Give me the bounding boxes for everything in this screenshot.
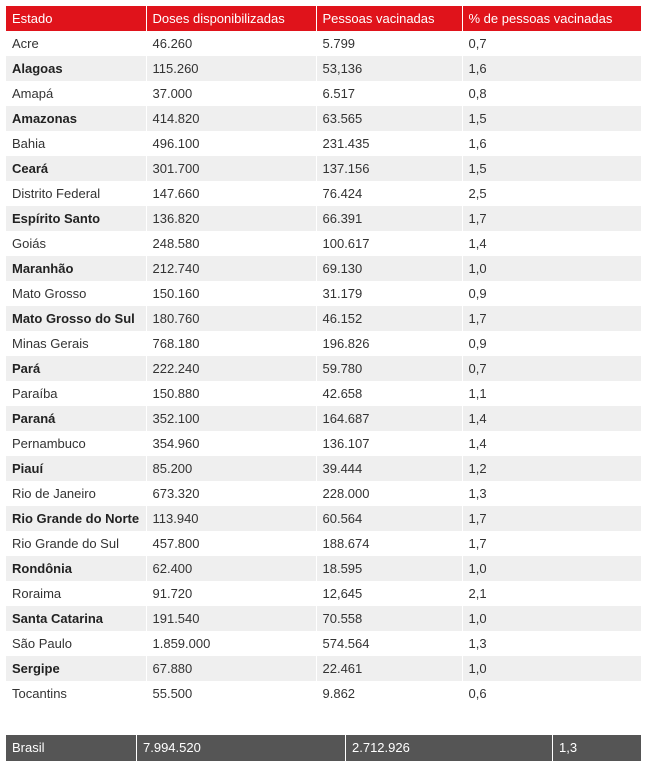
table-row	[6, 256, 641, 281]
vaccination-table	[6, 6, 641, 706]
table-row	[6, 106, 641, 131]
cell-doses: 496.100	[146, 131, 316, 156]
cell-doses: 352.100	[146, 406, 316, 431]
table-row	[6, 81, 641, 106]
cell-doses: 191.540	[146, 606, 316, 631]
cell-doses: 115.260	[146, 56, 316, 81]
cell-doses: 768.180	[146, 331, 316, 356]
cell-vacinadas: 39.444	[316, 456, 462, 481]
total-vacinadas: 2.712.926	[346, 735, 553, 761]
cell-estado: Santa Catarina	[6, 606, 146, 631]
cell-estado: Acre	[6, 31, 146, 56]
cell-vacinadas: 188.674	[316, 531, 462, 556]
cell-estado: Ceará	[6, 156, 146, 181]
table-row	[6, 581, 641, 606]
cell-estado: Rio Grande do Sul	[6, 531, 146, 556]
header-doses: Doses disponibilizadas	[146, 6, 316, 31]
cell-doses: 212.740	[146, 256, 316, 281]
cell-percent: 1,6	[462, 131, 641, 156]
table-row	[6, 506, 641, 531]
cell-vacinadas: 63.565	[316, 106, 462, 131]
cell-vacinadas: 46.152	[316, 306, 462, 331]
cell-doses: 180.760	[146, 306, 316, 331]
cell-vacinadas: 6.517	[316, 81, 462, 106]
cell-doses: 301.700	[146, 156, 316, 181]
cell-vacinadas: 42.658	[316, 381, 462, 406]
cell-vacinadas: 228.000	[316, 481, 462, 506]
cell-estado: Maranhão	[6, 256, 146, 281]
cell-vacinadas: 196.826	[316, 331, 462, 356]
cell-doses: 113.940	[146, 506, 316, 531]
cell-percent: 0,8	[462, 81, 641, 106]
cell-percent: 1,4	[462, 231, 641, 256]
cell-percent: 1,0	[462, 556, 641, 581]
table-row	[6, 331, 641, 356]
cell-vacinadas: 164.687	[316, 406, 462, 431]
cell-doses: 67.880	[146, 656, 316, 681]
table-row	[6, 181, 641, 206]
cell-doses: 457.800	[146, 531, 316, 556]
cell-vacinadas: 70.558	[316, 606, 462, 631]
cell-percent: 1,6	[462, 56, 641, 81]
table-row	[6, 606, 641, 631]
table-row	[6, 556, 641, 581]
cell-vacinadas: 31.179	[316, 281, 462, 306]
table-row	[6, 381, 641, 406]
cell-percent: 2,5	[462, 181, 641, 206]
cell-estado: Minas Gerais	[6, 331, 146, 356]
cell-percent: 0,9	[462, 281, 641, 306]
table-row	[6, 156, 641, 181]
cell-vacinadas: 9.862	[316, 681, 462, 706]
cell-doses: 248.580	[146, 231, 316, 256]
cell-vacinadas: 12,645	[316, 581, 462, 606]
cell-vacinadas: 60.564	[316, 506, 462, 531]
cell-percent: 0,9	[462, 331, 641, 356]
cell-vacinadas: 231.435	[316, 131, 462, 156]
table-row	[6, 456, 641, 481]
table-row	[6, 681, 641, 706]
cell-estado: Mato Grosso do Sul	[6, 306, 146, 331]
table-row	[6, 406, 641, 431]
header-vacinadas: Pessoas vacinadas	[316, 6, 462, 31]
cell-doses: 150.160	[146, 281, 316, 306]
cell-percent: 1,7	[462, 206, 641, 231]
cell-percent: 1,7	[462, 506, 641, 531]
cell-vacinadas: 100.617	[316, 231, 462, 256]
cell-vacinadas: 59.780	[316, 356, 462, 381]
cell-doses: 46.260	[146, 31, 316, 56]
cell-percent: 1,5	[462, 106, 641, 131]
cell-estado: Distrito Federal	[6, 181, 146, 206]
cell-doses: 37.000	[146, 81, 316, 106]
cell-estado: Amazonas	[6, 106, 146, 131]
cell-vacinadas: 137.156	[316, 156, 462, 181]
table-header-row	[6, 6, 641, 31]
cell-estado: Paraíba	[6, 381, 146, 406]
table-row	[6, 131, 641, 156]
cell-estado: Goiás	[6, 231, 146, 256]
cell-estado: Mato Grosso	[6, 281, 146, 306]
cell-doses: 222.240	[146, 356, 316, 381]
cell-estado: Bahia	[6, 131, 146, 156]
cell-vacinadas: 76.424	[316, 181, 462, 206]
cell-doses: 85.200	[146, 456, 316, 481]
cell-doses: 1.859.000	[146, 631, 316, 656]
cell-estado: Amapá	[6, 81, 146, 106]
cell-doses: 91.720	[146, 581, 316, 606]
cell-doses: 55.500	[146, 681, 316, 706]
table-row	[6, 481, 641, 506]
cell-percent: 1,3	[462, 631, 641, 656]
header-estado: Estado	[6, 6, 146, 31]
table-row	[6, 206, 641, 231]
table-row	[6, 631, 641, 656]
cell-percent: 1,4	[462, 406, 641, 431]
cell-vacinadas: 69.130	[316, 256, 462, 281]
cell-estado: Roraima	[6, 581, 146, 606]
cell-doses: 150.880	[146, 381, 316, 406]
cell-doses: 414.820	[146, 106, 316, 131]
cell-estado: Sergipe	[6, 656, 146, 681]
cell-estado: São Paulo	[6, 631, 146, 656]
cell-estado: Piauí	[6, 456, 146, 481]
table-row	[6, 231, 641, 256]
cell-percent: 1,7	[462, 531, 641, 556]
cell-vacinadas: 22.461	[316, 656, 462, 681]
cell-doses: 673.320	[146, 481, 316, 506]
cell-percent: 0,6	[462, 681, 641, 706]
cell-vacinadas: 574.564	[316, 631, 462, 656]
cell-percent: 2,1	[462, 581, 641, 606]
cell-vacinadas: 66.391	[316, 206, 462, 231]
cell-estado: Rio Grande do Norte	[6, 506, 146, 531]
cell-percent: 1,0	[462, 656, 641, 681]
cell-percent: 1,5	[462, 156, 641, 181]
table-row	[6, 356, 641, 381]
total-row	[6, 735, 641, 761]
cell-percent: 0,7	[462, 31, 641, 56]
cell-percent: 1,7	[462, 306, 641, 331]
cell-estado: Alagoas	[6, 56, 146, 81]
cell-estado: Tocantins	[6, 681, 146, 706]
cell-vacinadas: 18.595	[316, 556, 462, 581]
cell-percent: 1,0	[462, 256, 641, 281]
cell-doses: 354.960	[146, 431, 316, 456]
total-label: Brasil	[6, 735, 137, 761]
cell-doses: 62.400	[146, 556, 316, 581]
cell-doses: 147.660	[146, 181, 316, 206]
cell-percent: 1,4	[462, 431, 641, 456]
table-row	[6, 31, 641, 56]
cell-estado: Pernambuco	[6, 431, 146, 456]
cell-vacinadas: 53,136	[316, 56, 462, 81]
total-percent: 1,3	[559, 740, 578, 755]
cell-estado: Espírito Santo	[6, 206, 146, 231]
table-row	[6, 431, 641, 456]
cell-estado: Paraná	[6, 406, 146, 431]
cell-estado: Rio de Janeiro	[6, 481, 146, 506]
cell-vacinadas: 136.107	[316, 431, 462, 456]
cell-estado: Rondônia	[6, 556, 146, 581]
cell-percent: 1,0	[462, 606, 641, 631]
table-row	[6, 656, 641, 681]
cell-percent: 1,1	[462, 381, 641, 406]
cell-estado: Pará	[6, 356, 146, 381]
cell-percent: 0,7	[462, 356, 641, 381]
table-row	[6, 56, 641, 81]
cell-doses: 136.820	[146, 206, 316, 231]
cell-percent: 1,2	[462, 456, 641, 481]
cell-vacinadas: 5.799	[316, 31, 462, 56]
table-row	[6, 281, 641, 306]
header-percent: % de pessoas vacinadas	[462, 6, 641, 31]
total-doses: 7.994.520	[137, 735, 346, 761]
table-row	[6, 306, 641, 331]
cell-percent: 1,3	[462, 481, 641, 506]
table-row	[6, 531, 641, 556]
